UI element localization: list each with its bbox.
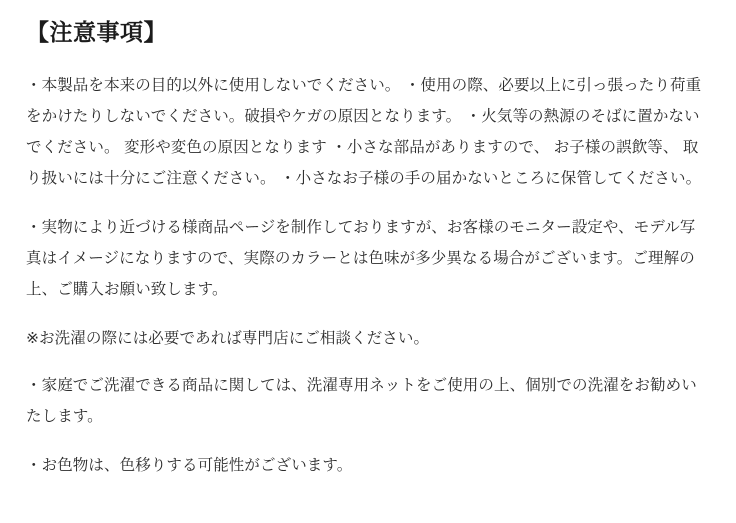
notice-paragraph-2: ・実物により近づける様商品ページを制作しておりますが、お客様のモニター設定や、モデル写真はイメージになりますので、実際のカラーとは色味が多少異なる場合がございます。ご理解の上、ご購入お願い致します。 — [26, 218, 696, 298]
notice-paragraph-1: ・本製品を本来の目的以外に使用しないでください。 ・使用の際、必要以上に引っ張ったり荷重をかけたりしないでください。破損やケガの原因となります。 ・火気等の熱源のそばに置かないでください。 変形や変色の原因となります ・小さな部品がありますので、 お子様の誤飲等、 取り扱いには十分にご注意ください。 ・小さなお子様の手の届かないところに保管してください。 — [26, 76, 702, 187]
page-title: 【注意事項】 — [26, 19, 167, 45]
notice-paragraph-5: ・お色物は、色移りする可能性がございます。 — [26, 456, 353, 474]
notice-paragraph-4: ・家庭でご洗濯できる商品に関しては、洗濯専用ネットをご使用の上、個別での洗濯をお勧めいたします。 — [26, 376, 697, 425]
notice-paragraph-3: ※お洗濯の際には必要であれば専門店にご相談ください。 — [26, 329, 430, 347]
